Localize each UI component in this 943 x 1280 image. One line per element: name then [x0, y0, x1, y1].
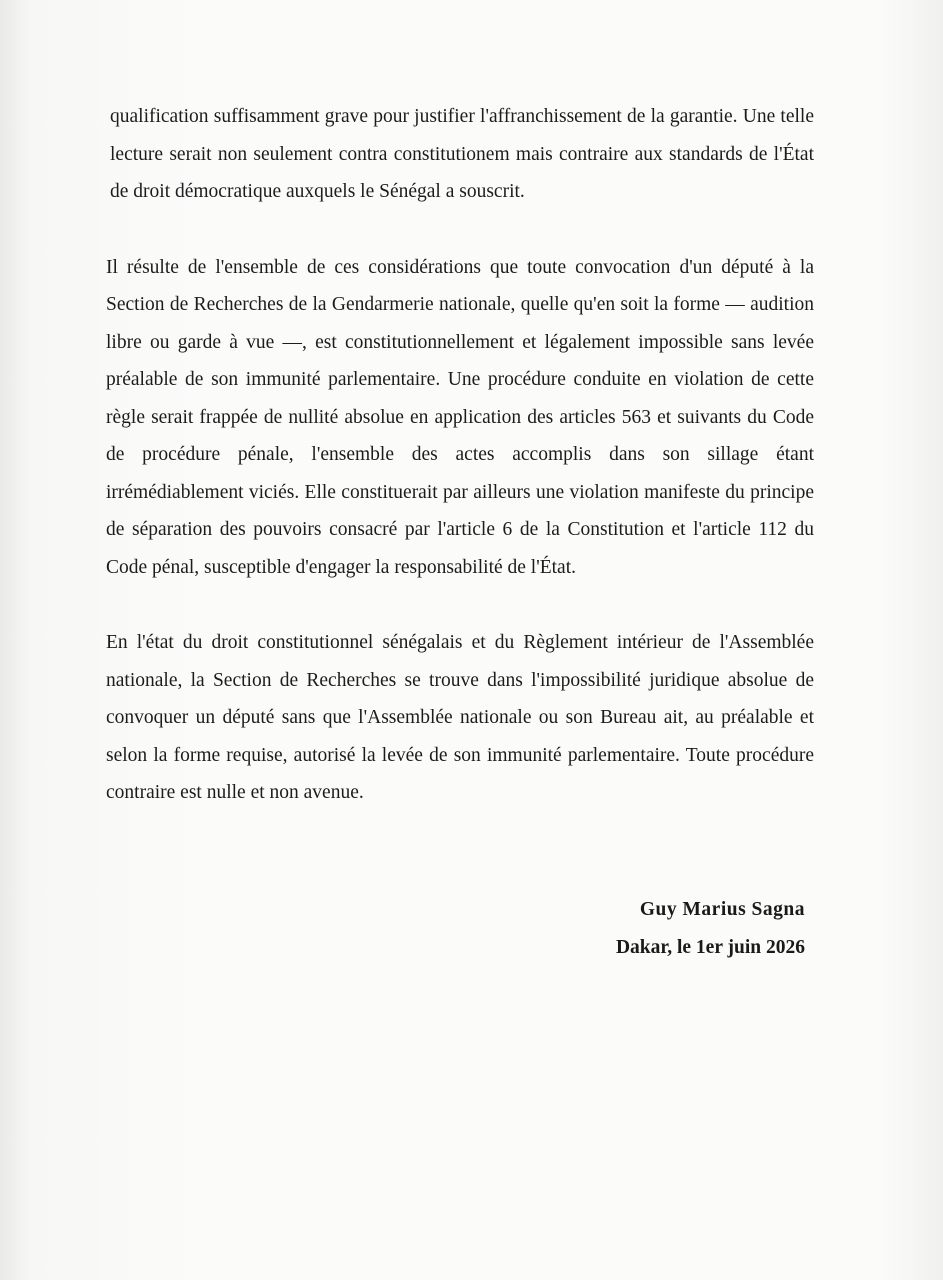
place-and-date: Dakar, le 1er juin 2026	[615, 937, 805, 958]
signatory-name: Guy Marius Sagna	[639, 899, 805, 920]
paragraph-1: qualification suffisamment grave pour justifier l'affranchissement de la garantie. Une telle lecture serait non seulement contra constitutionem mais contraire aux standards de l'État de droit démocratique auxquels le Sénégal a souscrit.	[110, 106, 814, 202]
document-body	[106, 98, 814, 812]
signature-block	[616, 891, 805, 967]
paragraph-2: Il résulte de l'ensemble de ces considérations que toute convocation d'un député à la Section de Recherches de la Gendarmerie nationale, quelle qu'en soit la forme — audition libre ou garde à vue —, est constitutionnellement et légalement impossible sans levée préalable de son immunité parlementaire. Une procédure conduite en violation de cette règle serait frappée de nullité absolue en application des articles 563 et suivants du Code de procédure pénale, l'ensemble des actes accomplis dans son sillage étant irrémédiablement viciés. Elle constituerait par ailleurs une violation manifeste du principe de séparation des pouvoirs consacré par l'article 6 de la Constitution et l'article 112 du Code pénal, susceptible d'engager la responsabilité de l'État.	[106, 256, 814, 578]
paragraph-3: En l'état du droit constitutionnel sénégalais et du Règlement intérieur de l'Assemblée nationale, la Section de Recherches se trouve dans l'impossibilité juridique absolue de convoquer un député sans que l'Assemblée nationale ou son Bureau ait, au préalable et selon la forme requise, autorisé la levée de son immunité parlementaire. Toute procédure contraire est nulle et non avenue.	[106, 632, 814, 803]
